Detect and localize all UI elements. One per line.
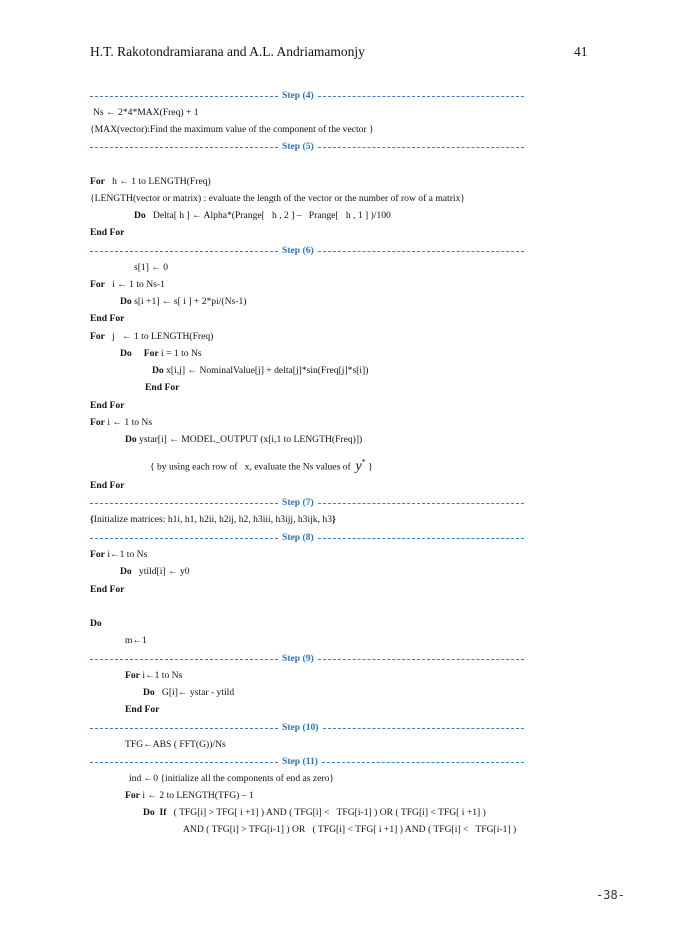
code-text: Ns ← 2*4*MAX(Freq) + 1: [93, 107, 199, 118]
keyword: }: [332, 514, 336, 525]
step-divider-s7: [90, 497, 524, 509]
step-label: Step (8): [282, 532, 314, 543]
pseudocode-line: [134, 210, 391, 222]
pseudocode-line: [93, 107, 199, 119]
pseudocode-line: [125, 790, 254, 802]
code-text: i ← 2 to LENGTH(TFG) – 1: [139, 790, 254, 801]
keyword: Do For: [120, 348, 159, 359]
dashed-rule: [90, 147, 278, 148]
keyword: Do: [143, 687, 155, 698]
code-text: i ← 1 to Ns: [104, 417, 153, 428]
pseudocode-line: [134, 262, 168, 274]
footer-page-number: -38-: [596, 888, 625, 902]
code-text: Initialize matrices: h1i, h1, h2ii, h2ij, h2, h3iii, h3ijj, h3ijk, h3: [93, 514, 332, 525]
pseudocode-line: [90, 480, 124, 492]
pseudocode-line: [120, 348, 202, 360]
pseudocode-line: [90, 584, 124, 596]
pseudocode-line: [90, 227, 124, 239]
dashed-rule: [318, 538, 524, 539]
code-text: ytild[i] ← y0: [131, 566, 190, 577]
pseudocode-line: [183, 824, 516, 836]
pseudocode-line: [90, 331, 213, 343]
step-label: Step (7): [282, 497, 314, 508]
pseudocode-line: [125, 739, 226, 751]
pseudocode-line: [143, 687, 234, 699]
code-text: ( TFG[i] > TFG[ i +1] ) AND ( TFG[i] < TFG[i-1] ) OR ( TFG[i] < TFG[ i +1] ): [166, 807, 486, 818]
step-label: Step (6): [282, 245, 314, 256]
keyword: For: [90, 549, 105, 560]
keyword: End For: [90, 480, 125, 491]
pseudocode-line: [150, 456, 373, 474]
pseudocode-line: [125, 670, 182, 682]
step-divider-s10: [90, 722, 524, 734]
keyword: For: [90, 417, 105, 428]
keyword: Do: [90, 618, 102, 629]
pseudocode-line: [90, 124, 374, 136]
dashed-rule: [90, 728, 278, 729]
step-divider-s5: [90, 141, 524, 153]
dashed-rule: [90, 503, 278, 504]
dashed-rule: [318, 251, 524, 252]
pseudocode-line: [125, 635, 147, 647]
code-text: Delta[ h ] ← Alpha*(Prange[ h , 2 ] – Prange[ h , 1 ] )/100: [145, 210, 391, 221]
pseudocode-line: [152, 365, 368, 377]
dashed-rule: [318, 503, 524, 504]
code-text: i = 1 to Ns: [158, 348, 202, 359]
pseudocode-line: [143, 807, 486, 819]
code-text: ind ←0 {initialize all the components of end as zero}: [129, 773, 335, 784]
y-star-symbol: y*: [355, 457, 366, 474]
running-header-page-number: 41: [574, 44, 588, 59]
step-label: Step (10): [282, 722, 319, 733]
dashed-rule: [323, 728, 524, 729]
pseudocode-line: [90, 514, 336, 526]
code-text: TFG←ABS ( FFT(G))/Ns: [125, 739, 226, 750]
code-text: i←1 to Ns: [104, 549, 148, 560]
pseudocode-line: [120, 566, 190, 578]
dashed-rule: [90, 96, 278, 97]
code-text: {MAX(vector):Find the maximum value of the component of the vector }: [90, 124, 374, 135]
keyword: For: [90, 176, 105, 187]
step-divider-s6: [90, 245, 524, 257]
pseudocode-line: [90, 618, 102, 630]
dashed-rule: [90, 659, 278, 660]
dashed-rule: [318, 147, 524, 148]
keyword: For: [90, 279, 105, 290]
keyword: For: [90, 331, 105, 342]
keyword: End For: [125, 704, 160, 715]
step-divider-s9: [90, 653, 524, 665]
keyword: End For: [90, 313, 125, 324]
step-divider-s11: [90, 756, 524, 768]
step-label: Step (5): [282, 141, 314, 152]
step-label: Step (4): [282, 90, 314, 101]
keyword: End For: [145, 382, 180, 393]
code-text: m←1: [125, 635, 147, 646]
keyword: For: [125, 670, 140, 681]
keyword: End For: [90, 227, 125, 238]
dashed-rule: [322, 762, 524, 763]
keyword: For: [125, 790, 140, 801]
code-text: AND ( TFG[i] > TFG[i-1] ) OR ( TFG[i] < TFG[ i +1] ) AND ( TFG[i] < TFG[i-1] ): [183, 824, 517, 835]
pseudocode-line: [90, 549, 147, 561]
step-label: Step (9): [282, 653, 314, 664]
step-divider-s4: [90, 90, 524, 102]
code-text: {LENGTH(vector or matrix) : evaluate the length of the vector or the number of row of a matrix}: [90, 193, 465, 204]
pseudocode-line: [129, 773, 334, 785]
dashed-rule: [318, 96, 524, 97]
keyword: Do: [120, 566, 132, 577]
keyword: Do If: [143, 807, 167, 818]
pseudocode-line: [90, 400, 124, 412]
code-text: i ← 1 to Ns-1: [104, 279, 165, 290]
code-text: G[i]← ystar - ytild: [154, 687, 235, 698]
pseudocode-line: [90, 313, 124, 325]
pseudocode-line: [90, 193, 465, 205]
step-label: Step (11): [282, 756, 318, 767]
dashed-rule: [318, 659, 524, 660]
pseudocode-line: [125, 704, 159, 716]
code-text: i←1 to Ns: [139, 670, 183, 681]
code-text: x[i,j] ← NominalValue[j] + delta[j]*sin(Freq[j]*s[i]): [163, 365, 369, 376]
keyword: End For: [90, 584, 125, 595]
pseudocode-line: [120, 296, 246, 308]
code-text: }: [365, 461, 373, 473]
dashed-rule: [90, 251, 278, 252]
code-text: s[1] ← 0: [134, 262, 169, 273]
code-text: j ← 1 to LENGTH(Freq): [104, 331, 214, 342]
step-divider-s8: [90, 532, 524, 544]
keyword: Do: [125, 434, 137, 445]
keyword: Do: [120, 296, 132, 307]
running-header-authors: H.T. Rakotondramiarana and A.L. Andriamamonjy: [90, 44, 365, 59]
pseudocode-line: [125, 434, 362, 446]
pseudocode-line: [90, 417, 152, 429]
code-text: s[i +1] ← s[ i ] + 2*pi/(Ns-1): [131, 296, 247, 307]
dashed-rule: [90, 762, 278, 763]
code-text: h ← 1 to LENGTH(Freq): [104, 176, 211, 187]
pseudocode-line: [90, 279, 165, 291]
keyword: End For: [90, 400, 125, 411]
pseudocode-line: [90, 176, 211, 188]
code-text: ystar[i] ← MODEL_OUTPUT (x[i,1 to LENGTH(Freq)]): [136, 434, 363, 445]
dashed-rule: [90, 538, 278, 539]
keyword: Do: [152, 365, 164, 376]
keyword: Do: [134, 210, 146, 221]
code-text: { by using each row of x, evaluate the Ns values of: [150, 461, 356, 473]
keyword: {: [90, 514, 94, 525]
pseudocode-line: [145, 382, 179, 394]
